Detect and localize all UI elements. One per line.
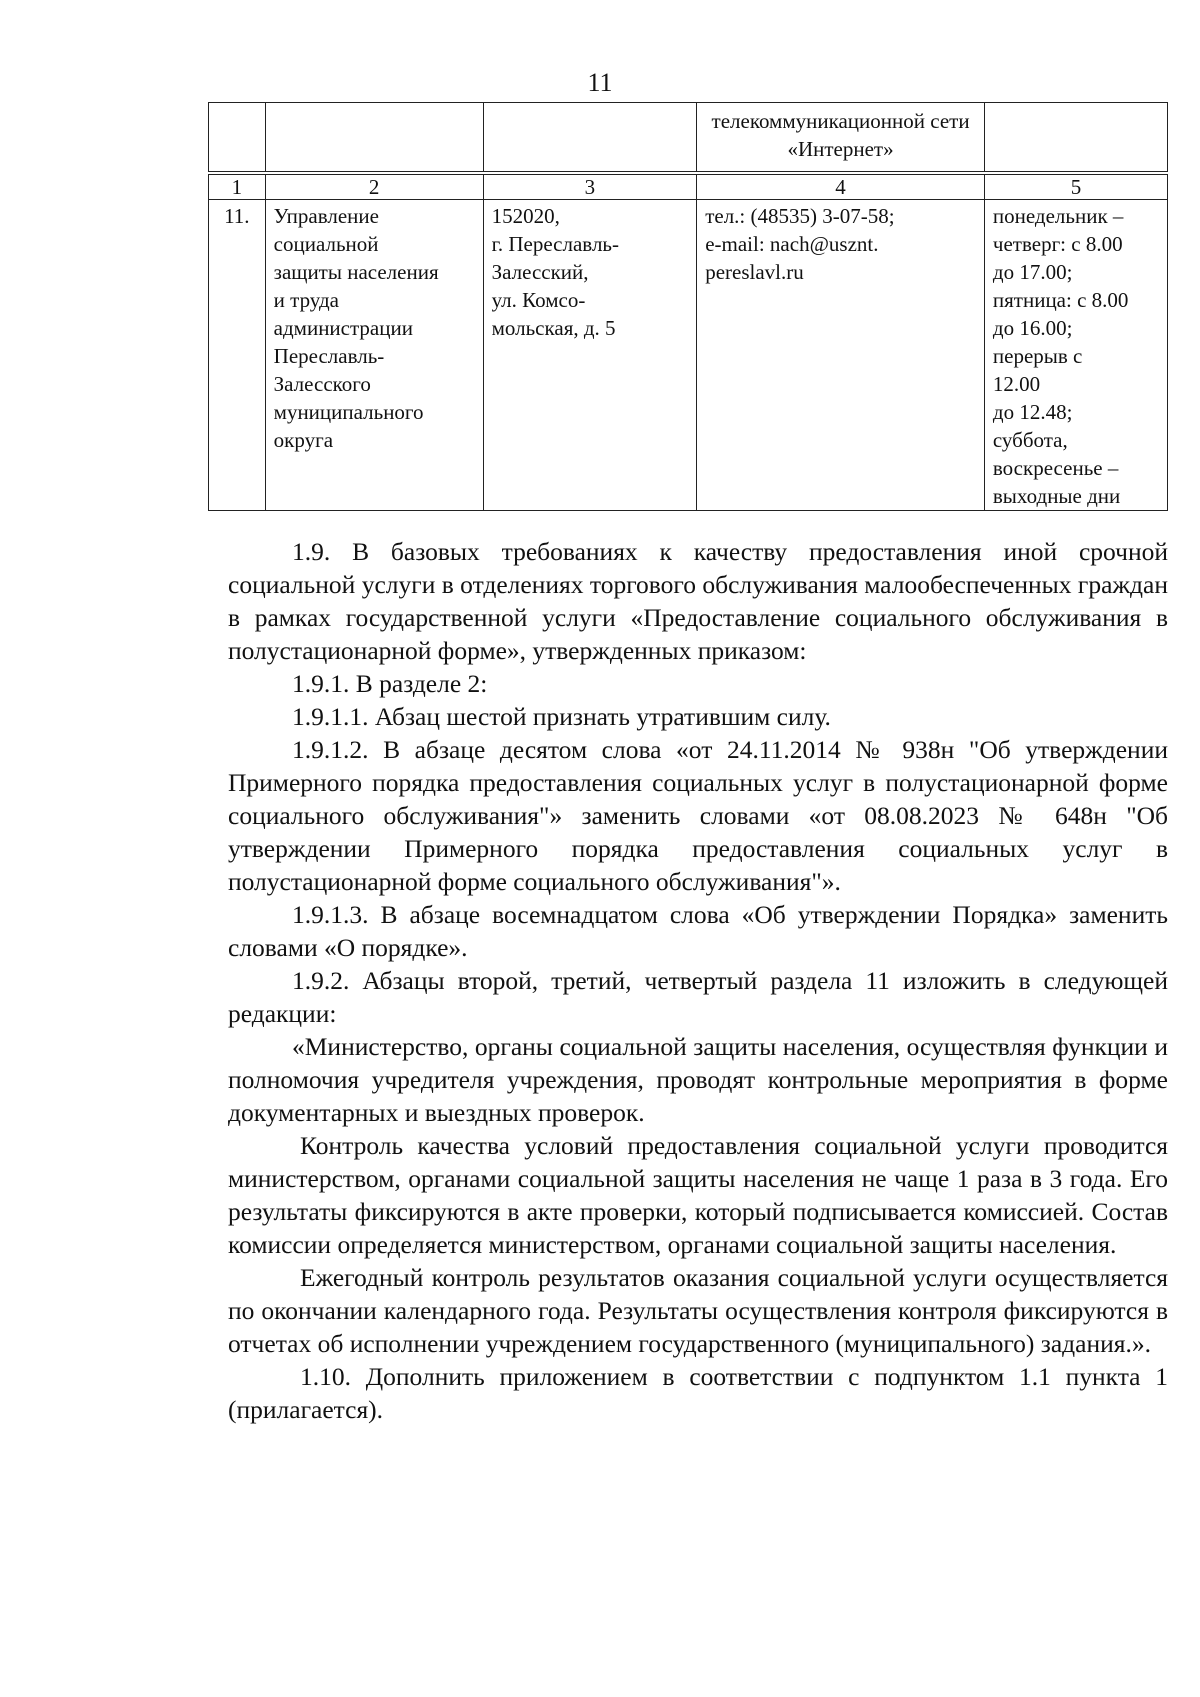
text-line: суббота, — [992, 428, 1068, 452]
text-line: до 12.48; — [992, 400, 1073, 424]
paragraph: 1.9.1. В разделе 2: — [292, 669, 488, 698]
paragraph: 1.9.2. Абзацы второй, третий, четвертый раздела 11 изложить в следующей редакции: — [228, 966, 1168, 1028]
organization-name — [265, 200, 483, 511]
table-cell — [483, 103, 697, 174]
paragraph: 1.9.1.2. В абзаце десятом слова «от 24.11.2014 № 938н "Об утверждении Примерного порядка предоставления социальных услуг в полустационарной форме социального обслуживания"» заменить словами «от 08.08.2023 № 648н "Об утверждении Примерного порядка предоставления социальных услуг в полустационарной форме социального обслуживания"». — [228, 735, 1168, 896]
text-line: и труда — [273, 288, 339, 312]
document-body — [228, 535, 1168, 1426]
text-line: г. Переславль- — [491, 232, 619, 256]
row-number: 11. — [209, 200, 266, 511]
text-line: Управление — [273, 204, 379, 228]
text-line: перерыв с — [992, 344, 1083, 368]
text-line: муниципального — [273, 400, 424, 424]
text-line: воскресенье – — [992, 456, 1119, 480]
table-column-numbers — [209, 173, 1168, 200]
table-cell — [265, 103, 483, 174]
page-number: 11 — [587, 68, 613, 97]
text-line: Переславль- — [273, 344, 385, 368]
paragraph: Ежегодный контроль результатов оказания социальной услуги осуществляется по окончании календарного года. Результаты осуществления контроля фиксируются в отчетах об исполнении учреждением государственного (муниципального) задания.». — [228, 1263, 1168, 1358]
table-cell — [984, 103, 1167, 174]
text-line: выходные дни — [992, 484, 1121, 508]
text-line: до 17.00; — [992, 260, 1073, 284]
organization-contacts — [697, 200, 985, 511]
paragraph: 1.9.1.3. В абзаце восемнадцатом слова «Об утверждении Порядка» заменить словами «О порядке». — [228, 900, 1168, 962]
contacts-table — [208, 102, 1168, 511]
paragraph: Контроль качества условий предоставления социальной услуги проводится министерством, органами социальной защиты населения не чаще 1 раза в 3 года. Его результаты фиксируются в акте проверки, который подписывается комиссией. Состав комиссии определяется министерством, органами социальной защиты населения. — [228, 1131, 1168, 1259]
text-line: Залесского — [273, 372, 371, 396]
text-line: социальной — [273, 232, 379, 256]
column-number: 4 — [697, 173, 985, 200]
organization-address — [483, 200, 697, 511]
column-number: 2 — [265, 173, 483, 200]
text-line: администрации — [273, 316, 413, 340]
table-row — [209, 200, 1168, 511]
text-line: защиты населения — [273, 260, 439, 284]
text-line: ул. Комсо- — [491, 288, 586, 312]
text-line: мольская, д. 5 — [491, 316, 616, 340]
text-line: e-mail: nach@usznt. — [705, 232, 879, 256]
column-number: 5 — [984, 173, 1167, 200]
text-line: понедельник – — [992, 204, 1124, 228]
text-line: пятница: с 8.00 — [992, 288, 1129, 312]
table-cell: телекоммуникационной сети «Интернет» — [697, 103, 985, 174]
text-line: Залесский, — [491, 260, 589, 284]
text-line: до 16.00; — [992, 316, 1073, 340]
text-line: четверг: с 8.00 — [992, 232, 1123, 256]
text-line: округа — [273, 428, 334, 452]
column-number: 1 — [209, 173, 266, 200]
table-continuation-row — [209, 103, 1168, 174]
working-hours — [984, 200, 1167, 511]
paragraph: 1.9. В базовых требованиях к качеству предоставления иной срочной социальной услуги в отделениях торгового обслуживания малообеспеченных граждан в рамках государственной услуги «Предоставление социального обслуживания в полустационарной форме», утвержденных приказом: — [228, 537, 1168, 665]
table-cell — [209, 103, 266, 174]
paragraph: 1.9.1.1. Абзац шестой признать утратившим силу. — [292, 702, 831, 731]
column-number: 3 — [483, 173, 697, 200]
text-line: тел.: (48535) 3-07-58; — [705, 204, 895, 228]
text-line: 152020, — [491, 204, 560, 228]
text-line: 12.00 — [992, 372, 1041, 396]
paragraph: «Министерство, органы социальной защиты населения, осуществляя функции и полномочия учредителя учреждения, проводят контрольные мероприятия в форме документарных и выездных проверок. — [228, 1032, 1168, 1127]
paragraph: 1.10. Дополнить приложением в соответствии с подпунктом 1.1 пункта 1 (прилагается). — [228, 1362, 1168, 1424]
text-line: pereslavl.ru — [705, 260, 804, 284]
